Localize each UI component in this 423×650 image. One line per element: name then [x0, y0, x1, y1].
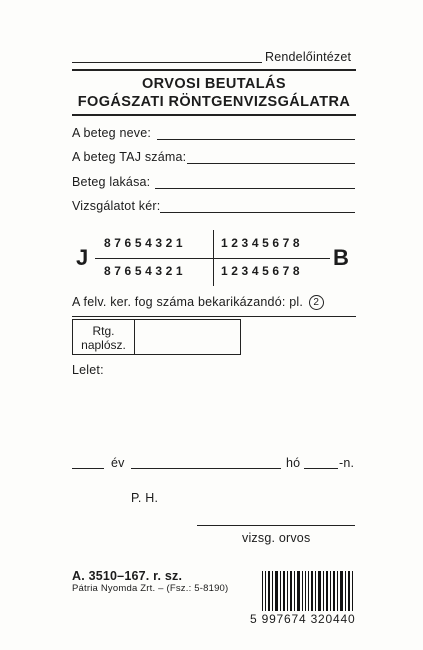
instruction-line	[72, 295, 324, 310]
header-rule	[72, 69, 356, 71]
date-day-label: -n.	[339, 456, 355, 470]
form-code: A. 3510–167. r. sz.	[72, 569, 183, 583]
date-day-field[interactable]	[304, 468, 338, 469]
institute-line[interactable]	[72, 62, 262, 63]
teeth-upper-right[interactable]: 12345678	[221, 236, 304, 250]
patient-taj-field[interactable]	[187, 163, 355, 164]
patient-name-label: A beteg neve:	[72, 126, 152, 140]
rtg-label-line2: naplósz.	[81, 338, 126, 352]
date-month-field[interactable]	[131, 468, 281, 469]
title-rule	[72, 114, 356, 116]
signature-label: vizsg. orvos	[242, 531, 311, 545]
barcode-number: 5 997674 320440	[250, 612, 356, 626]
instruction-rule	[72, 316, 356, 317]
patient-name-field[interactable]	[157, 139, 355, 140]
instruction-text: A felv. ker. fog száma bekarikázandó: pl.	[72, 295, 304, 309]
date-month-label: hó	[286, 456, 301, 470]
date-year-label: év	[111, 456, 125, 470]
signature-line[interactable]	[197, 525, 355, 526]
barcode-icon	[262, 571, 354, 611]
patient-address-field[interactable]	[155, 188, 355, 189]
finding-area[interactable]	[72, 380, 356, 450]
chart-left-side-j: J	[76, 245, 89, 270]
printer-info: Pátria Nyomda Zrt. – (Fsz.: 5-8190)	[72, 583, 229, 594]
teeth-lower-left[interactable]: 87654321	[104, 264, 187, 278]
patient-taj-label: A beteg TAJ száma:	[72, 150, 187, 164]
teeth-upper-left[interactable]: 87654321	[104, 236, 187, 250]
circled-example-number: 2	[309, 295, 324, 310]
rtg-label	[73, 324, 134, 352]
requester-label: Vizsgálatot kér:	[72, 199, 161, 213]
form-title-line2: FOGÁSZATI RÖNTGENVIZSGÁLATRA	[77, 94, 351, 110]
rtg-number-field[interactable]	[136, 320, 238, 353]
teeth-lower-right[interactable]: 12345678	[221, 264, 304, 278]
date-year-field[interactable]	[72, 468, 104, 469]
form-title-line1: ORVOSI BEUTALÁS	[141, 76, 287, 92]
chart-vertical-rule	[213, 230, 214, 286]
rtg-box-divider	[134, 319, 135, 355]
requester-field[interactable]	[160, 212, 355, 213]
chart-right-side-b: B	[333, 245, 349, 270]
rtg-label-line1: Rtg.	[92, 324, 115, 338]
institute-label: Rendelőintézet	[265, 50, 352, 64]
finding-label: Lelet:	[72, 363, 104, 377]
patient-address-label: Beteg lakása:	[72, 175, 151, 189]
stamp-label: P. H.	[131, 491, 159, 505]
